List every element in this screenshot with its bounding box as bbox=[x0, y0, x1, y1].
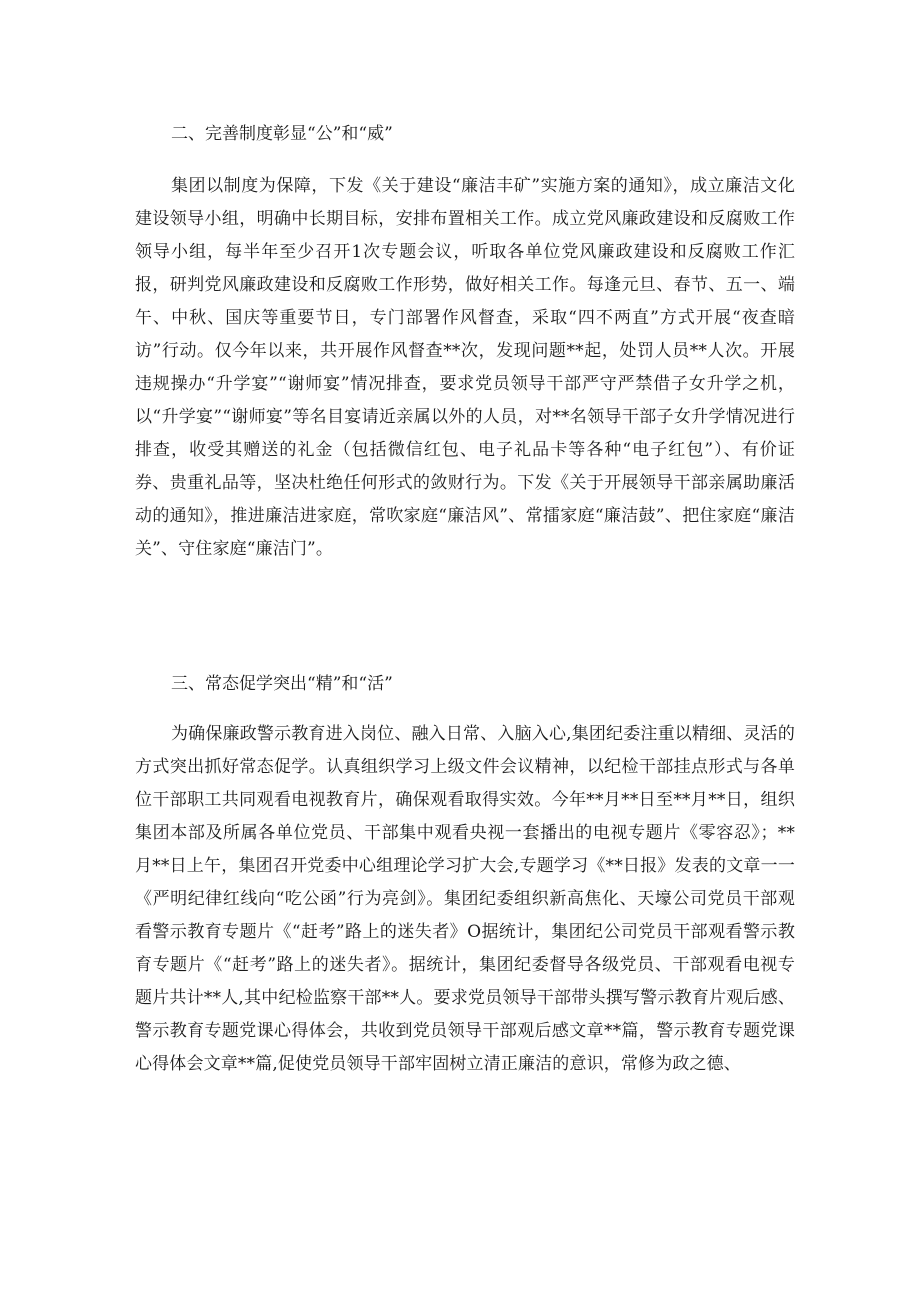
section-heading-3: 三、常态促学突出“精”和“活” bbox=[171, 674, 393, 694]
section-paragraph-2: 集团以制度为保障，下发《关于建设“廉洁丰矿”实施方案的通知》，成立廉洁文化建设领导小组，明确中长期目标，安排布置相关工作。成立党风廉政建设和反腐败工作领导小组，每半年至少召开1次专题会议，听取各单位党风廉政建设和反腐败工作汇报，研判党风廉政建设和反腐败工作形势，做好相关工作。每逢元旦、春节、五一、端午、中秋、国庆等重要节日，专门部署作风督查，采取“四不两直”方式开展“夜查暗访”行动。仅今年以来，共开展作风督查**次，发现问题**起，处罚人员**人次。开展违规操办“升学宴”“谢师宴”情况排查，要求党员领导干部严守严禁借子女升学之机，以“升学宴”“谢师宴”等名目宴请近亲属以外的人员，对**名领导干部子女升学情况进行排查，收受其赠送的礼金（包括微信红包、电子礼品卡等各种“电子红包”）、有价证券、贵重礼品等，坚决杜绝任何形式的敛财行为。下发《关于开展领导干部亲属助廉活动的通知》，推进廉洁进家庭，常吹家庭“廉洁风”、常擂家庭“廉洁鼓”、把住家庭“廉洁关”、守住家庭“廉洁门”。 bbox=[135, 176, 795, 559]
section-paragraph-3: 为确保廉政警示教育进入岗位、融入日常、入脑入心,集团纪委注重以精细、灵活的方式突出抓好常态促学。认真组织学习上级文件会议精神，以纪检干部挂点形式与各单位干部职工共同观看电视教育片，确保观看取得实效。今年**月**日至**月**日，组织集团本部及所属各单位党员、干部集中观看央视一套播出的电视专题片《零容忍》；**月**日上午，集团召开党委中心组理论学习扩大会,专题学习《**日报》发表的文章一一《严明纪律红线向“吃公函”行为亮剑》。集团纪委组织新高焦化、天壕公司党员干部观看警示教育专题片《“赶考”路上的迷失者》O据统计，集团纪公司党员干部观看警示教育专题片《“赶考”路上的迷失者》。据统计，集团纪委督导各级党员、干部观看电视专题片共计**人,其中纪检监察干部**人。要求党员领导干部带头撰写警示教育片观后感、警示教育专题党课心得体会，共收到党员领导干部观后感文章**篇，警示教育专题党课心得体会文章**篇,促使党员领导干部牢固树立清正廉洁的意识，常修为政之德、 bbox=[135, 724, 795, 1074]
section-heading-2: 二、完善制度彰显“公”和“威” bbox=[171, 124, 393, 144]
